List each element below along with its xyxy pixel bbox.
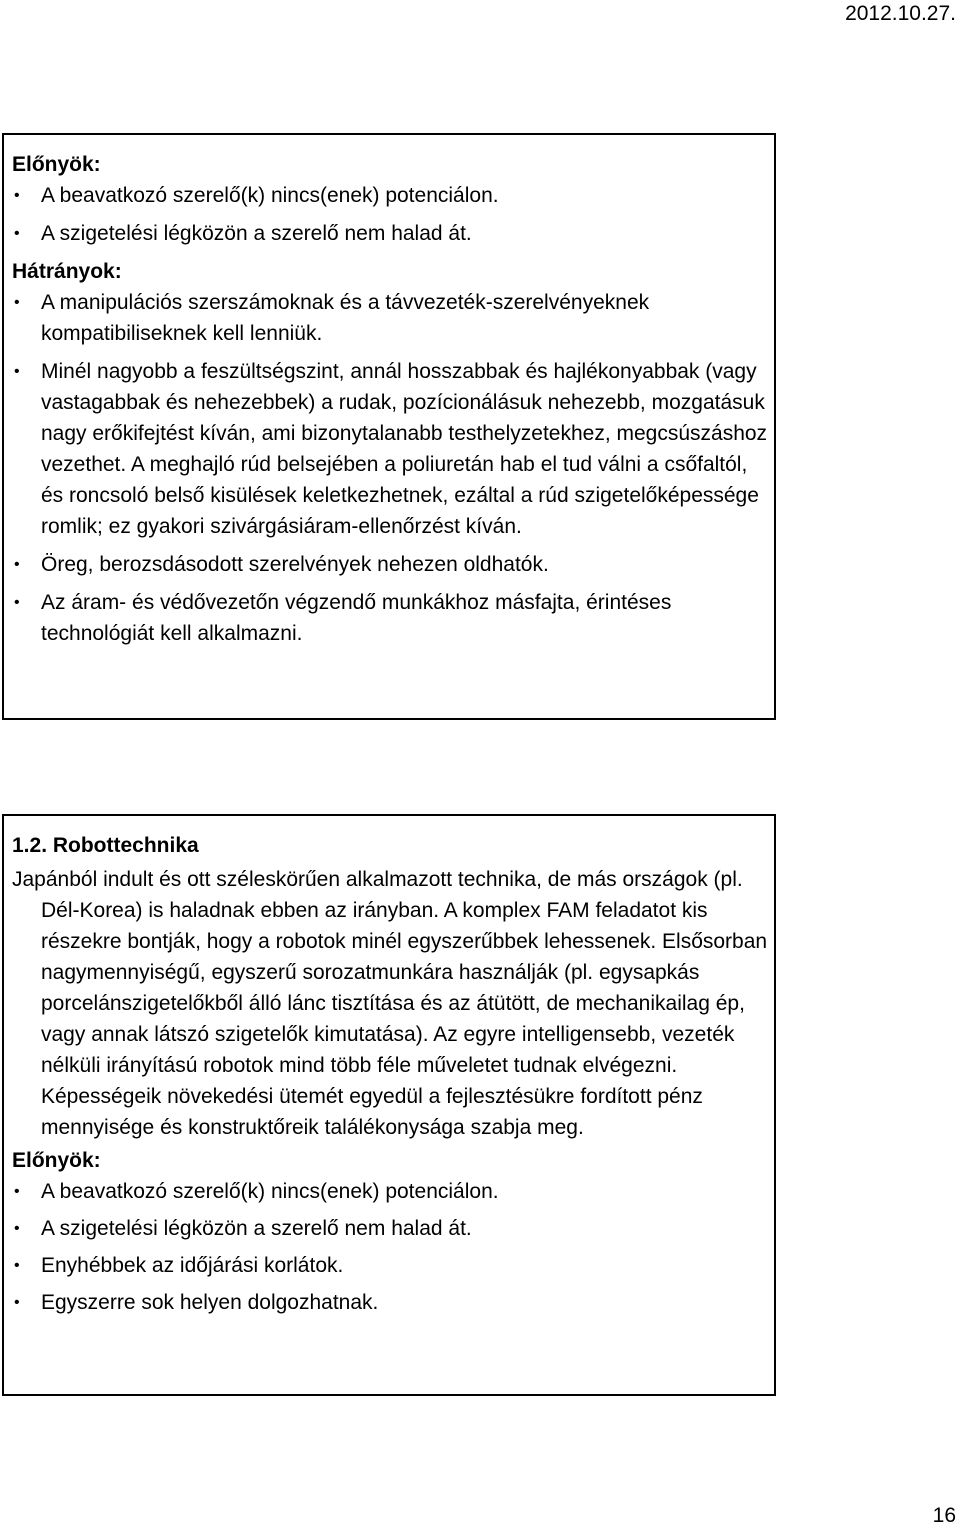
- bullet-icon: •: [14, 187, 20, 204]
- disadvantages-list: [12, 287, 768, 649]
- list-item: • Minél nagyobb a feszültségszint, annál hosszabbak és hajlékonyabbak (vagy vastagabbak és nehezebbek) a rudak, pozícionálásuk nehezebb, mozgatásuk nagy erőkifejtést kíván, ami bizonytalanabb testhelyzetekhez, megcsúszáshoz vezethet. A meghajló rúd belsejében a poliuretán hab el tud válni a csőfaltól, és roncsoló belső kisülések keletkezhetnek, ezáltal a rúd szigetelőképessége romlik; ez gyakori szivárgásiáram-ellenőrzést kíván.: [12, 356, 768, 542]
- bullet-icon: •: [14, 1257, 20, 1274]
- disadvantages-heading: Hátrányok:: [12, 260, 122, 283]
- list-item: • A beavatkozó szerelő(k) nincs(enek) potenciálon.: [12, 180, 768, 211]
- list-item: • Egyszerre sok helyen dolgozhatnak.: [12, 1287, 768, 1318]
- bullet-icon: •: [14, 225, 20, 242]
- bullet-icon: •: [14, 1294, 20, 1311]
- page-number: 16: [932, 1504, 956, 1527]
- section-title: 1.2. Robottechnika: [12, 834, 199, 857]
- list-item: • A szigetelési légközön a szerelő nem halad át.: [12, 218, 768, 249]
- bullet-icon: •: [14, 594, 20, 611]
- list-item: • A szigetelési légközön a szerelő nem halad át.: [12, 1213, 768, 1244]
- page-date: 2012.10.27.: [845, 2, 956, 25]
- bullet-icon: •: [14, 556, 20, 573]
- list-item: • Az áram- és védővezetőn végzendő munkákhoz másfajta, érintéses technológiát kell alkalmazni.: [12, 587, 768, 649]
- robotics-paragraph: Japánból indult és ott széleskörűen alkalmazott technika, de más országok (pl. Dél-Korea) is haladnak ebben az irányban. A komplex FAM feladatot kis részekre bontják, hogy a robotok minél egyszerűbbek lehessenek. Elsősorban nagymennyiségű, egyszerű sorozatmunkára használják (pl. egysapkás porcelánszigetelőkből álló lánc tisztítása és az átütött, de mechanikailag ép, vagy annak látszó szigetelők kimutatása). Az egyre intelligensebb, vezeték nélküli irányítású robotok mind több féle műveletet tudnak elvégezni. Képességeik növekedési ütemét egyedül a fejlesztésükre fordított pénz mennyisége és konstruktőreik találékonysága szabja meg.: [12, 868, 768, 1139]
- list-item: • A manipulációs szerszámoknak és a távvezeték-szerelvényeknek kompatibiliseknek kell lenniük.: [12, 287, 768, 349]
- advantages-list: [12, 1176, 768, 1318]
- list-item: • Öreg, berozsdásodott szerelvények nehezen oldhatók.: [12, 549, 768, 580]
- advantages-heading: Előnyök:: [12, 153, 101, 176]
- advantages-list: [12, 180, 768, 249]
- advantages-heading: Előnyök:: [12, 1149, 101, 1172]
- slide-box-live-working: [2, 133, 776, 720]
- bullet-icon: •: [14, 294, 20, 311]
- bullet-icon: •: [14, 1183, 20, 1200]
- bullet-icon: •: [14, 1220, 20, 1237]
- bullet-icon: •: [14, 363, 20, 380]
- list-item: • A beavatkozó szerelő(k) nincs(enek) potenciálon.: [12, 1176, 768, 1207]
- slide-box-robotics: [2, 814, 776, 1396]
- list-item: • Enyhébbek az időjárási korlátok.: [12, 1250, 768, 1281]
